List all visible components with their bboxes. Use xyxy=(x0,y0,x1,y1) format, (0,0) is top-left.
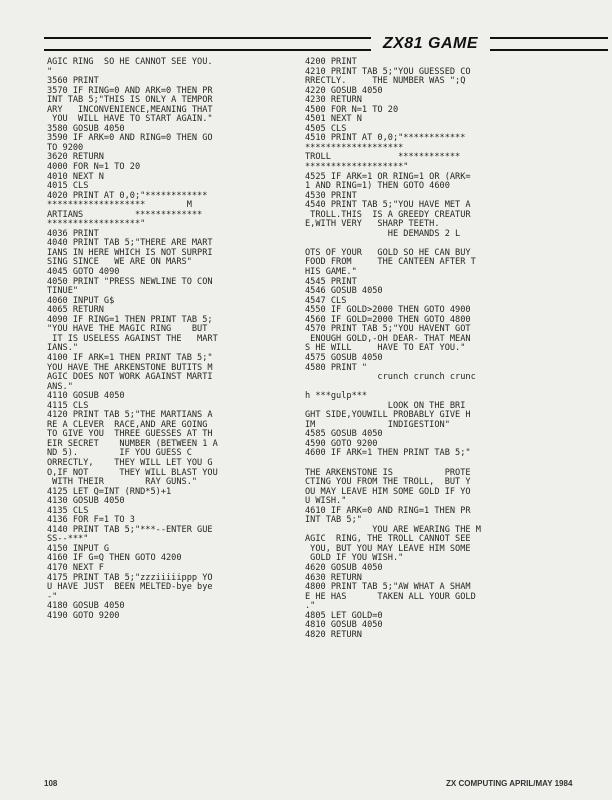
code-line: 4525 IF ARK=1 OR RING=1 OR (ARK= xyxy=(305,171,471,182)
code-line: 4036 PRINT xyxy=(47,228,99,239)
code-line: 3620 RETURN xyxy=(47,152,104,163)
code-line: 4805 LET GOLD=0 xyxy=(305,610,383,621)
code-line: ARY INCONVENIENCE,MEANING THAT xyxy=(47,104,213,115)
code-line: 4630 RETURN xyxy=(305,572,362,583)
code-line: ******************" xyxy=(47,219,146,230)
code-line: FOOD FROM THE CANTEEN AFTER T xyxy=(305,257,476,268)
code-line: 4045 GOTO 4090 xyxy=(47,267,120,278)
code-line: ANS." xyxy=(47,381,73,392)
code-line: THE ARKENSTONE IS PROTE xyxy=(305,467,471,478)
code-line: 4585 GOSUB 4050 xyxy=(305,429,383,440)
code-line: 3580 GOSUB 4050 xyxy=(47,123,125,134)
code-line: *******************" xyxy=(305,162,409,173)
code-line: 4136 FOR F=1 TO 3 xyxy=(47,515,135,526)
code-line: 4170 NEXT F xyxy=(47,562,104,573)
code-line: 4175 PRINT TAB 5;"zzziiiiippp YO xyxy=(47,572,213,583)
code-line: AGIC RING, THE TROLL CANNOT SEE xyxy=(305,534,471,545)
code-line: CTING YOU FROM THE TROLL, BUT Y xyxy=(305,477,471,488)
code-line: ND 5). IF YOU GUESS C xyxy=(47,448,192,459)
code-line: 3560 PRINT xyxy=(47,76,99,87)
code-line: -" xyxy=(47,591,58,602)
code-line: HIS GAME." xyxy=(305,267,357,278)
code-line: IT IS USELESS AGAINST THE MART xyxy=(47,333,218,344)
code-line: 4550 IF GOLD>2000 THEN GOTO 4900 xyxy=(305,305,471,316)
code-line: h ***gulp*** xyxy=(305,391,368,402)
code-line: 4135 CLS xyxy=(47,505,89,516)
code-line: 4140 PRINT TAB 5;"***--ENTER GUE xyxy=(47,524,213,535)
code-line: 4010 NEXT N xyxy=(47,171,104,182)
code-line: 4230 RETURN xyxy=(305,95,362,106)
header-rule-right xyxy=(490,37,608,51)
code-line: 4120 PRINT TAB 5;"THE MARTIANS A xyxy=(47,410,213,421)
code-line: ******************* xyxy=(305,142,404,153)
code-line: 4530 PRINT xyxy=(305,190,357,201)
page-number: 108 xyxy=(44,779,58,788)
code-line: TO 9200 xyxy=(47,142,84,153)
code-line: E,WITH VERY SHARP TEETH. xyxy=(305,219,440,230)
code-line: 4500 FOR N=1 TO 20 xyxy=(305,104,399,115)
code-line: "YOU HAVE THE MAGIC RING BUT xyxy=(47,324,208,335)
code-line: ******************* M xyxy=(47,200,192,211)
code-line: OU MAY LEAVE HIM SOME GOLD IF YO xyxy=(305,486,471,497)
code-line: 4190 GOTO 9200 xyxy=(47,610,120,621)
code-line: 4210 PRINT TAB 5;"YOU GUESSED CO xyxy=(305,66,471,77)
code-line: EIR SECRET NUMBER (BETWEEN 1 A xyxy=(47,438,218,449)
code-line: IANS IN HERE WHICH IS NOT SURPRI xyxy=(47,247,213,258)
code-line: 4810 GOSUB 4050 xyxy=(305,620,383,631)
code-line: 4590 GOTO 9200 xyxy=(305,438,378,449)
code-line: U HAVE JUST BEEN MELTED-bye bye xyxy=(47,582,213,593)
code-line: 4820 RETURN xyxy=(305,629,362,640)
code-line: O,IF NOT THEY WILL BLAST YOU xyxy=(47,467,218,478)
code-line: IM INDIGESTION" xyxy=(305,419,450,430)
code-line: 4000 FOR N=1 TO 20 xyxy=(47,162,141,173)
code-line: 4610 IF ARK=0 AND RING=1 THEN PR xyxy=(305,505,471,516)
code-line: 4800 PRINT TAB 5;"AW WHAT A SHAM xyxy=(305,582,471,593)
code-line: INT TAB 5;"THIS IS ONLY A TEMPOR xyxy=(47,95,213,106)
code-line: 4501 NEXT N xyxy=(305,114,362,125)
code-line: SS--***" xyxy=(47,534,89,545)
code-line: YOU WILL HAVE TO START AGAIN." xyxy=(47,114,213,125)
code-line: INT TAB 5;" xyxy=(305,515,362,526)
header-rule-left xyxy=(44,37,371,51)
listing-column-right xyxy=(305,58,605,640)
page-title: ZX81 GAME xyxy=(382,35,478,52)
code-line: ENOUGH GOLD,-OH DEAR- THAT MEAN xyxy=(305,333,471,344)
code-line: 1 AND RING=1) THEN GOTO 4600 xyxy=(305,181,450,192)
code-line: 3570 IF RING=0 AND ARK=0 THEN PR xyxy=(47,85,213,96)
code-line: LOOK ON THE BRI xyxy=(305,400,466,411)
code-line: HE DEMANDS 2 L xyxy=(305,228,461,239)
code-line: YOU, BUT YOU MAY LEAVE HIM SOME xyxy=(305,543,471,554)
code-line: " xyxy=(47,66,53,77)
code-line: 4015 CLS xyxy=(47,181,89,192)
code-line: 4065 RETURN xyxy=(47,305,104,316)
magazine-footer: ZX COMPUTING APRIL/MAY 1984 xyxy=(446,779,573,788)
code-line: IANS." xyxy=(47,343,79,354)
code-line: AGIC RING SO HE CANNOT SEE YOU. xyxy=(47,57,213,67)
code-line: ." xyxy=(305,601,316,612)
code-line: 4130 GOSUB 4050 xyxy=(47,496,125,507)
code-line: 4546 GOSUB 4050 xyxy=(305,286,383,297)
code-line: 4547 CLS xyxy=(305,295,347,306)
code-line: 4150 INPUT G xyxy=(47,543,110,554)
code-line: U WISH." xyxy=(305,496,347,507)
code-line: 4575 GOSUB 4050 xyxy=(305,352,383,363)
code-line: GHT SIDE,YOUWILL PROBABLY GIVE H xyxy=(305,410,471,421)
code-line: RRECTLY. THE NUMBER WAS ";Q xyxy=(305,76,466,87)
code-line: 4580 PRINT " xyxy=(305,362,368,373)
code-line: YOU HAVE THE ARKENSTONE BUTITS M xyxy=(47,362,213,373)
code-line: YOU ARE WEARING THE M xyxy=(305,524,481,535)
code-line: 4545 PRINT xyxy=(305,276,357,287)
code-line: 4540 PRINT TAB 5;"YOU HAVE MET A xyxy=(305,200,471,211)
code-line: 4600 IF ARK=1 THEN PRINT TAB 5;" xyxy=(305,448,471,459)
code-line: E HE HAS TAKEN ALL YOUR GOLD xyxy=(305,591,476,602)
code-line: 4100 IF ARK=1 THEN PRINT TAB 5;" xyxy=(47,352,213,363)
code-line: ORRECTLY, THEY WILL LET YOU G xyxy=(47,457,213,468)
code-line: RE A CLEVER RACE,AND ARE GOING xyxy=(47,419,208,430)
code-line: 4620 GOSUB 4050 xyxy=(305,562,383,573)
code-line: 4510 PRINT AT 0,0;"************ xyxy=(305,133,466,144)
code-line: TROLL ************ xyxy=(305,152,461,163)
code-line: SING SINCE WE ARE ON MARS" xyxy=(47,257,192,268)
code-line: 3590 IF ARK=0 AND RING=0 THEN GO xyxy=(47,133,213,144)
code-line: 4220 GOSUB 4050 xyxy=(305,85,383,96)
code-line: 4040 PRINT TAB 5;"THERE ARE MART xyxy=(47,238,213,249)
code-line: 4200 PRINT xyxy=(305,57,357,67)
code-line: 4110 GOSUB 4050 xyxy=(47,391,125,402)
code-line: 4180 GOSUB 4050 xyxy=(47,601,125,612)
code-line: 4090 IF RING=1 THEN PRINT TAB 5; xyxy=(47,314,213,325)
code-line: GOLD IF YOU WISH." xyxy=(305,553,404,564)
code-line: OTS OF YOUR GOLD SO HE CAN BUY xyxy=(305,247,471,258)
listing-column-left xyxy=(47,58,297,621)
code-line: TINUE" xyxy=(47,286,79,297)
code-line: 4020 PRINT AT 0,0;"************ xyxy=(47,190,208,201)
code-line: 4050 PRINT "PRESS NEWLINE TO CON xyxy=(47,276,213,287)
code-line: 4160 IF G=Q THEN GOTO 4200 xyxy=(47,553,182,564)
code-line: S HE WILL HAVE TO EAT YOU." xyxy=(305,343,466,354)
code-line: 4125 LET Q=INT (RND*5)+1 xyxy=(47,486,172,497)
code-line: 4570 PRINT TAB 5;"YOU HAVENT GOT xyxy=(305,324,471,335)
code-line: WITH THEIR RAY GUNS." xyxy=(47,477,198,488)
code-line: 4060 INPUT G$ xyxy=(47,295,115,306)
code-line: AGIC DOES NOT WORK AGAINST MARTI xyxy=(47,372,213,383)
code-line: TROLL.THIS IS A GREEDY CREATUR xyxy=(305,209,471,220)
code-line: crunch crunch crunc xyxy=(305,372,476,383)
code-line: ARTIANS ************* xyxy=(47,209,203,220)
code-line: 4560 IF GOLD=2000 THEN GOTO 4800 xyxy=(305,314,471,325)
code-line: 4115 CLS xyxy=(47,400,89,411)
page-header xyxy=(44,34,608,54)
code-line: 4505 CLS xyxy=(305,123,347,134)
code-line: TO GIVE YOU THREE GUESSES AT TH xyxy=(47,429,213,440)
